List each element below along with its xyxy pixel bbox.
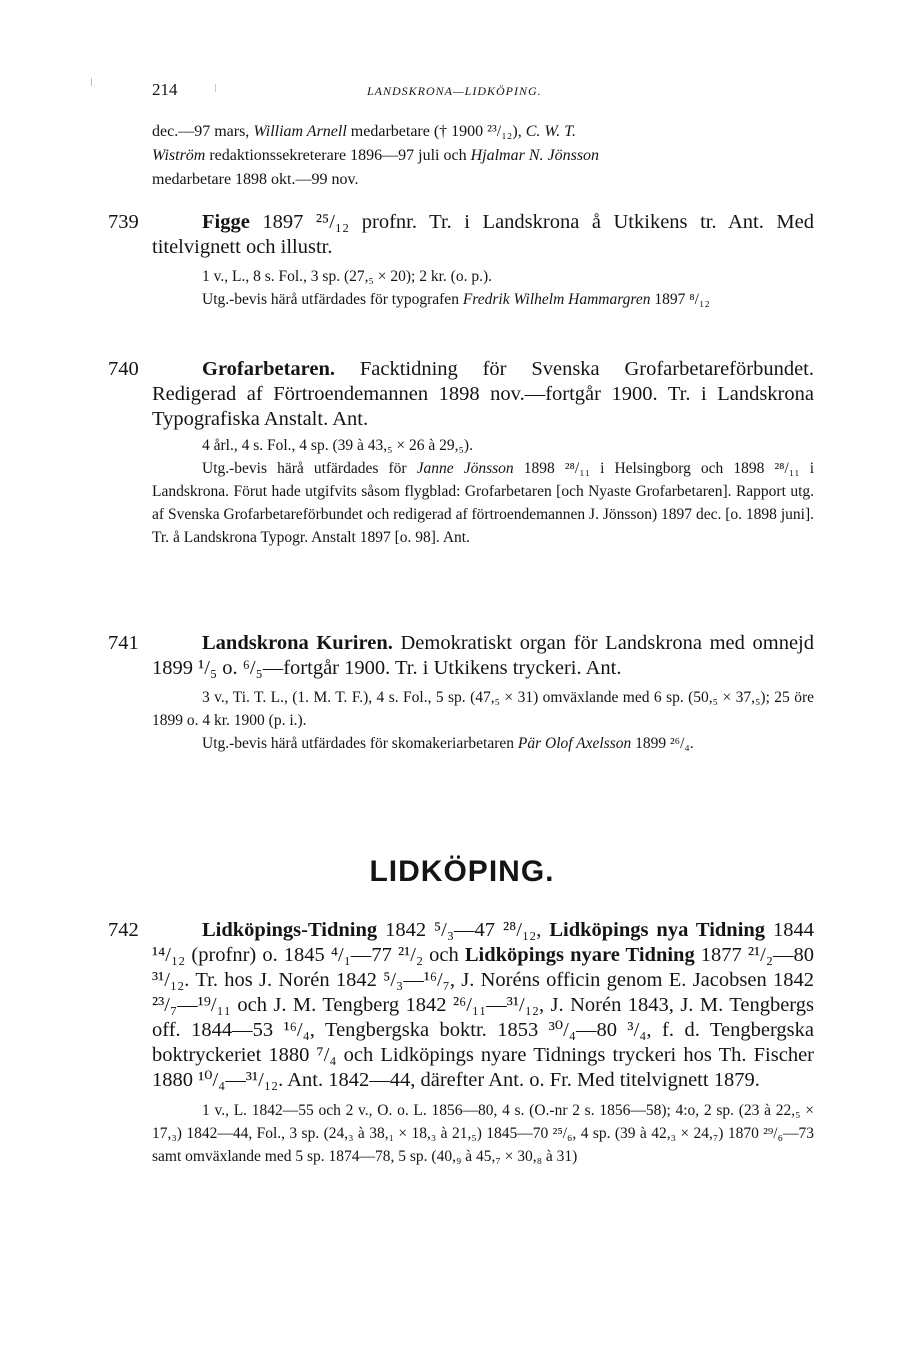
entry-title: Grofarbetaren. bbox=[202, 358, 336, 380]
continued-entry-text bbox=[152, 120, 814, 192]
entry-details: 1 v., L., 8 s. Fol., 3 sp. (27,₅ × 20); 2 kr. (o. p.). bbox=[202, 268, 492, 285]
entry-742 bbox=[152, 918, 814, 1168]
entry-details: Utg.-bevis härå utfärdades för skomakeriarbetaren Pär Olof Axelsson 1899 ²⁶/₄. bbox=[202, 735, 694, 752]
entry-title: Lidköpings nyare Tidning bbox=[464, 944, 695, 966]
entry-title: Landskrona Kuriren. bbox=[202, 632, 393, 654]
section-heading: LIDKÖPING. bbox=[369, 855, 555, 888]
running-title: LANDSKRONA—LIDKÖPING. bbox=[367, 84, 542, 98]
entry-number: 739 bbox=[108, 211, 139, 233]
entry-title: Lidköpings-Tidning bbox=[202, 919, 378, 941]
entry-main-text: Grofarbetaren. Facktidning för Svenska Grofarbetareförbundet. Redigerad af Förtroendemannen 1898 nov.—fortgår 1900. Tr. i Landskrona Typografiska Anstalt. Ant. bbox=[152, 358, 814, 430]
entry-title: Lidköpings nya Tidning bbox=[549, 919, 766, 941]
entry-741 bbox=[152, 631, 814, 755]
entry-number: 740 bbox=[108, 358, 139, 380]
entry-details: Utg.-bevis härå utfärdades för typografen Fredrik Wilhelm Hammargren 1897 ⁸/₁₂ bbox=[202, 291, 710, 308]
scan-mark bbox=[91, 78, 92, 86]
entry-title: Figge bbox=[202, 211, 250, 233]
entry-number: 742 bbox=[108, 919, 139, 941]
text-line: Wiström redaktionssekreterare 1896—97 juli och Hjalmar N. Jönsson bbox=[152, 147, 600, 164]
entry-details: Utg.-bevis härå utfärdades för Janne Jönsson 1898 ²⁸/₁₁ i Helsingborg och 1898 ²⁸/₁₁ i Landskrona. Förut hade utgifvits såsom flygblad: Grofarbetaren [och Nyaste Grofarbetaren]. Rapport utg. af Svenska Grofarbetareförbundet och redigerad af förtroendemannen J. Jönsson) 1897 dec. [o. 1898 juni]. Tr. å Landskrona Typogr. Anstalt 1897 [o. 98]. Ant. bbox=[152, 460, 815, 546]
text-line: medarbetare 1898 okt.—99 nov. bbox=[152, 171, 359, 188]
entry-740 bbox=[152, 357, 814, 549]
scan-mark bbox=[215, 84, 216, 92]
page-number: 214 bbox=[152, 80, 178, 99]
text-line: dec.—97 mars, William Arnell medarbetare († 1900 ²³/₁₂), C. W. T. bbox=[152, 123, 576, 140]
entry-number: 741 bbox=[108, 632, 139, 654]
entry-details: 3 v., Ti. T. L., (1. M. T. F.), 4 s. Fol., 5 sp. (47,₅ × 31) omväxlande med 6 sp. (50,₅ × 37,₅); 25 öre 1899 o. 4 kr. 1900 (p. i.). bbox=[152, 689, 814, 729]
entry-739 bbox=[152, 210, 814, 311]
entry-details: 4 årl., 4 s. Fol., 4 sp. (39 à 43,₅ × 26 à 29,₅). bbox=[202, 437, 473, 454]
entry-details: 1 v., L. 1842—55 och 2 v., O. o. L. 1856—80, 4 s. (O.-nr 2 s. 1856—58); 4:o, 2 sp. (23 à 22,₅ × 17,₃) 1842—44, Fol., 3 sp. (24,₃ à 38,₁ × 18,₃ à 21,₅) 1845—70 ²⁵/₆, 4 sp. (39 à 42,₃ × 24,₇) 1870 ²⁹/₆—73 samt omväxlande med 5 sp. 1874—78, 5 sp. (40,₉ à 45,₇ × 30,₈ à 31) bbox=[152, 1102, 814, 1165]
entry-main-text: Lidköpings-Tidning 1842 ⁵/₃—47 ²⁸/₁₂, Lidköpings nya Tidning 1844 ¹⁴/₁₂ (profnr) o. 1845 ⁴/₁—77 ²¹/₂ och Lidköpings nyare Tidning 1877 ²¹/₂—80 ³¹/₁₂. Tr. hos J. Norén 1842 ⁵/₃—¹⁶/₇, J. Noréns officin genom E. Jacobsen 1842 ²³/₇—¹⁹/₁₁ och J. M. Tengberg 1842 ²⁶/₁₁—³¹/₁₂, J. Norén 1843, J. M. Tengbergs off. 1844—53 ¹⁶/₄, Tengbergska boktr. 1853 ³⁰/₄—80 ³/₄, f. d. Tengbergska boktryckeriet 1880 ⁷/₄ och Lidköpings nyare Tidnings tryckeri hos Th. Fischer 1880 ¹⁰/₄—³¹/₁₂. Ant. 1842—44, därefter Ant. o. Fr. Med titelvignett 1879. bbox=[152, 919, 815, 1091]
entry-main-text: Landskrona Kuriren. Demokratiskt organ för Landskrona med omnejd 1899 ¹/₅ o. ⁶/₅—fortgår 1900. Tr. i Utkikens tryckeri. Ant. bbox=[152, 632, 814, 679]
entry-main-text: Figge 1897 ²⁵/₁₂ profnr. Tr. i Landskrona å Utkikens tr. Ant. Med titelvignett och illustr. bbox=[152, 211, 814, 258]
